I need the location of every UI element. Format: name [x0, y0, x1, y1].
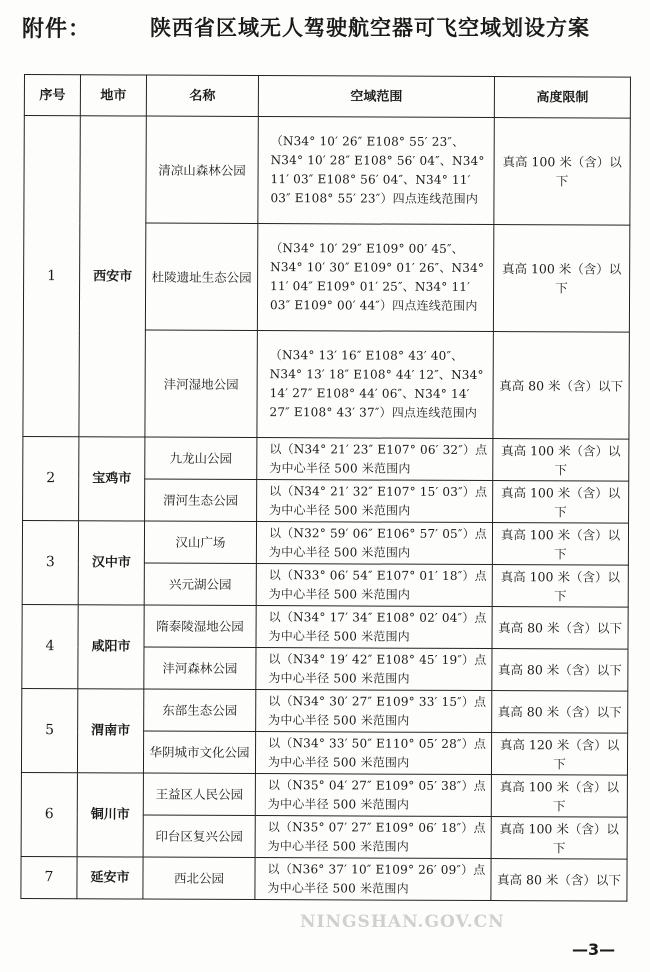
col-header-city: 地市: [80, 75, 146, 116]
city-cell: 渭南市: [77, 689, 143, 773]
height-cell: 真高 80 米（含）以下: [492, 649, 628, 692]
watermark: NINGSHAN.GOV.CN: [300, 912, 505, 932]
col-header-height: 高度限制: [494, 77, 630, 119]
range-cell: 以（N35° 07′ 27″ E109° 06′ 18″）点为中心半径 500 米范围内: [255, 816, 491, 859]
height-cell: 真高 100 米（含）以下: [491, 775, 627, 818]
seq-cell: 7: [21, 856, 77, 898]
name-cell: 清凉山森林公园: [146, 116, 258, 223]
name-cell: 沣河森林公园: [144, 647, 256, 689]
height-cell: 真高 80 米（含）以下: [491, 859, 627, 902]
col-header-range: 空域范围: [258, 76, 494, 118]
name-cell: 东部生态公园: [144, 689, 256, 731]
name-cell: 西北公园: [143, 857, 255, 899]
seq-cell: 6: [21, 772, 77, 856]
height-cell: 真高 100 米（含）以下: [493, 481, 629, 524]
height-cell: 真高 100 米（含）以下: [494, 118, 630, 226]
height-cell: 真高 100 米（含）以下: [492, 565, 628, 608]
name-cell: 杜陵遗址生态公园: [145, 223, 257, 330]
range-cell: 以（N34° 30′ 27″ E109° 33′ 15″）点为中心半径 500 米范围内: [256, 690, 492, 733]
attachment-label: 附件：: [22, 17, 92, 42]
page-number: —3—: [572, 940, 616, 959]
height-cell: 真高 100 米（含）以下: [492, 523, 628, 566]
height-cell: 真高 80 米（含）以下: [492, 691, 628, 734]
name-cell: 兴元湖公园: [144, 563, 256, 605]
range-cell: 以（N34° 17′ 34″ E108° 02′ 04″）点为中心半径 500 米范围内: [256, 606, 492, 649]
seq-cell: 3: [22, 520, 78, 604]
name-cell: 沣河湿地公园: [145, 330, 257, 437]
name-cell: 印台区复兴公园: [143, 815, 255, 857]
height-cell: 真高 100 米（含）以下: [493, 225, 629, 333]
city-cell: 宝鸡市: [79, 437, 145, 521]
table-row: [23, 436, 629, 481]
range-cell: 以（N33° 06′ 54″ E107° 01′ 18″）点为中心半径 500 米范围内: [256, 564, 492, 607]
name-cell: 王益区人民公园: [143, 773, 255, 815]
table-row: [22, 520, 628, 565]
range-cell: （N34° 10′ 26″ E108° 55′ 23″、N34° 10′ 28″ E108° 56′ 04″、N34° 11′ 03″ E108° 56′ 04″、N34° 11′ 03″ E108° 55′ 23″）四点连线范围内: [258, 117, 494, 225]
city-cell: 西安市: [79, 116, 146, 437]
range-cell: （N34° 13′ 16″ E108° 43′ 40″、N34° 13′ 18″ E108° 44′ 12″、N34° 14′ 27″ E108° 44′ 06″、N34° 14′ 27″ E108° 43′ 37″）四点连线范围内: [257, 331, 493, 439]
seq-cell: 4: [22, 604, 78, 688]
name-cell: 汉山广场: [144, 521, 256, 563]
name-cell: 隋泰陵湿地公园: [144, 605, 256, 647]
city-cell: 延安市: [77, 857, 143, 899]
document-title: 陕西省区域无人驾驶航空器可飞空域划设方案: [150, 16, 590, 40]
range-cell: 以（N34° 33′ 50″ E110° 05′ 28″）点为中心半径 500 米范围内: [255, 732, 491, 775]
height-cell: 真高 100 米（含）以下: [491, 817, 627, 860]
range-cell: （N34° 10′ 29″ E109° 00′ 45″、N34° 10′ 30″ E109° 01′ 26″、N34° 11′ 04″ E109° 01′ 25″、N34° 11′ 03″ E109° 00′ 44″）四点连线范围内: [257, 224, 493, 332]
range-cell: 以（N36° 37′ 10″ E109° 26′ 09″）点为中心半径 500 米范围内: [255, 858, 491, 901]
col-header-name: 名称: [146, 75, 258, 116]
height-cell: 真高 80 米（含）以下: [493, 332, 629, 440]
range-cell: 以（N35° 04′ 27″ E109° 05′ 38″）点为中心半径 500 米范围内: [255, 774, 491, 817]
range-cell: 以（N34° 21′ 32″ E107° 15′ 03″）点为中心半径 500 米范围内: [257, 480, 493, 523]
document-header: [0, 6, 650, 46]
city-cell: 咸阳市: [78, 605, 144, 689]
airspace-table: [20, 74, 631, 902]
table-row: [21, 856, 627, 901]
range-cell: 以（N34° 19′ 42″ E108° 45′ 19″）点为中心半径 500 米范围内: [256, 648, 492, 691]
name-cell: 华阴城市文化公园: [143, 731, 255, 773]
height-cell: 真高 100 米（含）以下: [493, 439, 629, 482]
seq-cell: 2: [23, 436, 79, 520]
height-cell: 真高 120 米（含）以下: [491, 733, 627, 776]
seq-cell: 1: [23, 116, 80, 437]
city-cell: 铜川市: [77, 773, 143, 857]
range-cell: 以（N34° 21′ 23″ E107° 06′ 32″）点为中心半径 500 米范围内: [257, 438, 493, 481]
table-row: [24, 116, 630, 226]
range-cell: 以（N32° 59′ 06″ E106° 57′ 05″）点为中心半径 500 米范围内: [256, 522, 492, 565]
seq-cell: 5: [21, 688, 77, 772]
city-cell: 汉中市: [78, 521, 144, 605]
col-header-seq: 序号: [24, 75, 80, 116]
table-row: [22, 604, 628, 649]
table-row: [22, 688, 628, 733]
table-header-row: [24, 75, 630, 119]
name-cell: 渭河生态公园: [145, 479, 257, 521]
table-row: [21, 772, 627, 817]
height-cell: 真高 80 米（含）以下: [492, 607, 628, 650]
name-cell: 九龙山公园: [145, 437, 257, 479]
